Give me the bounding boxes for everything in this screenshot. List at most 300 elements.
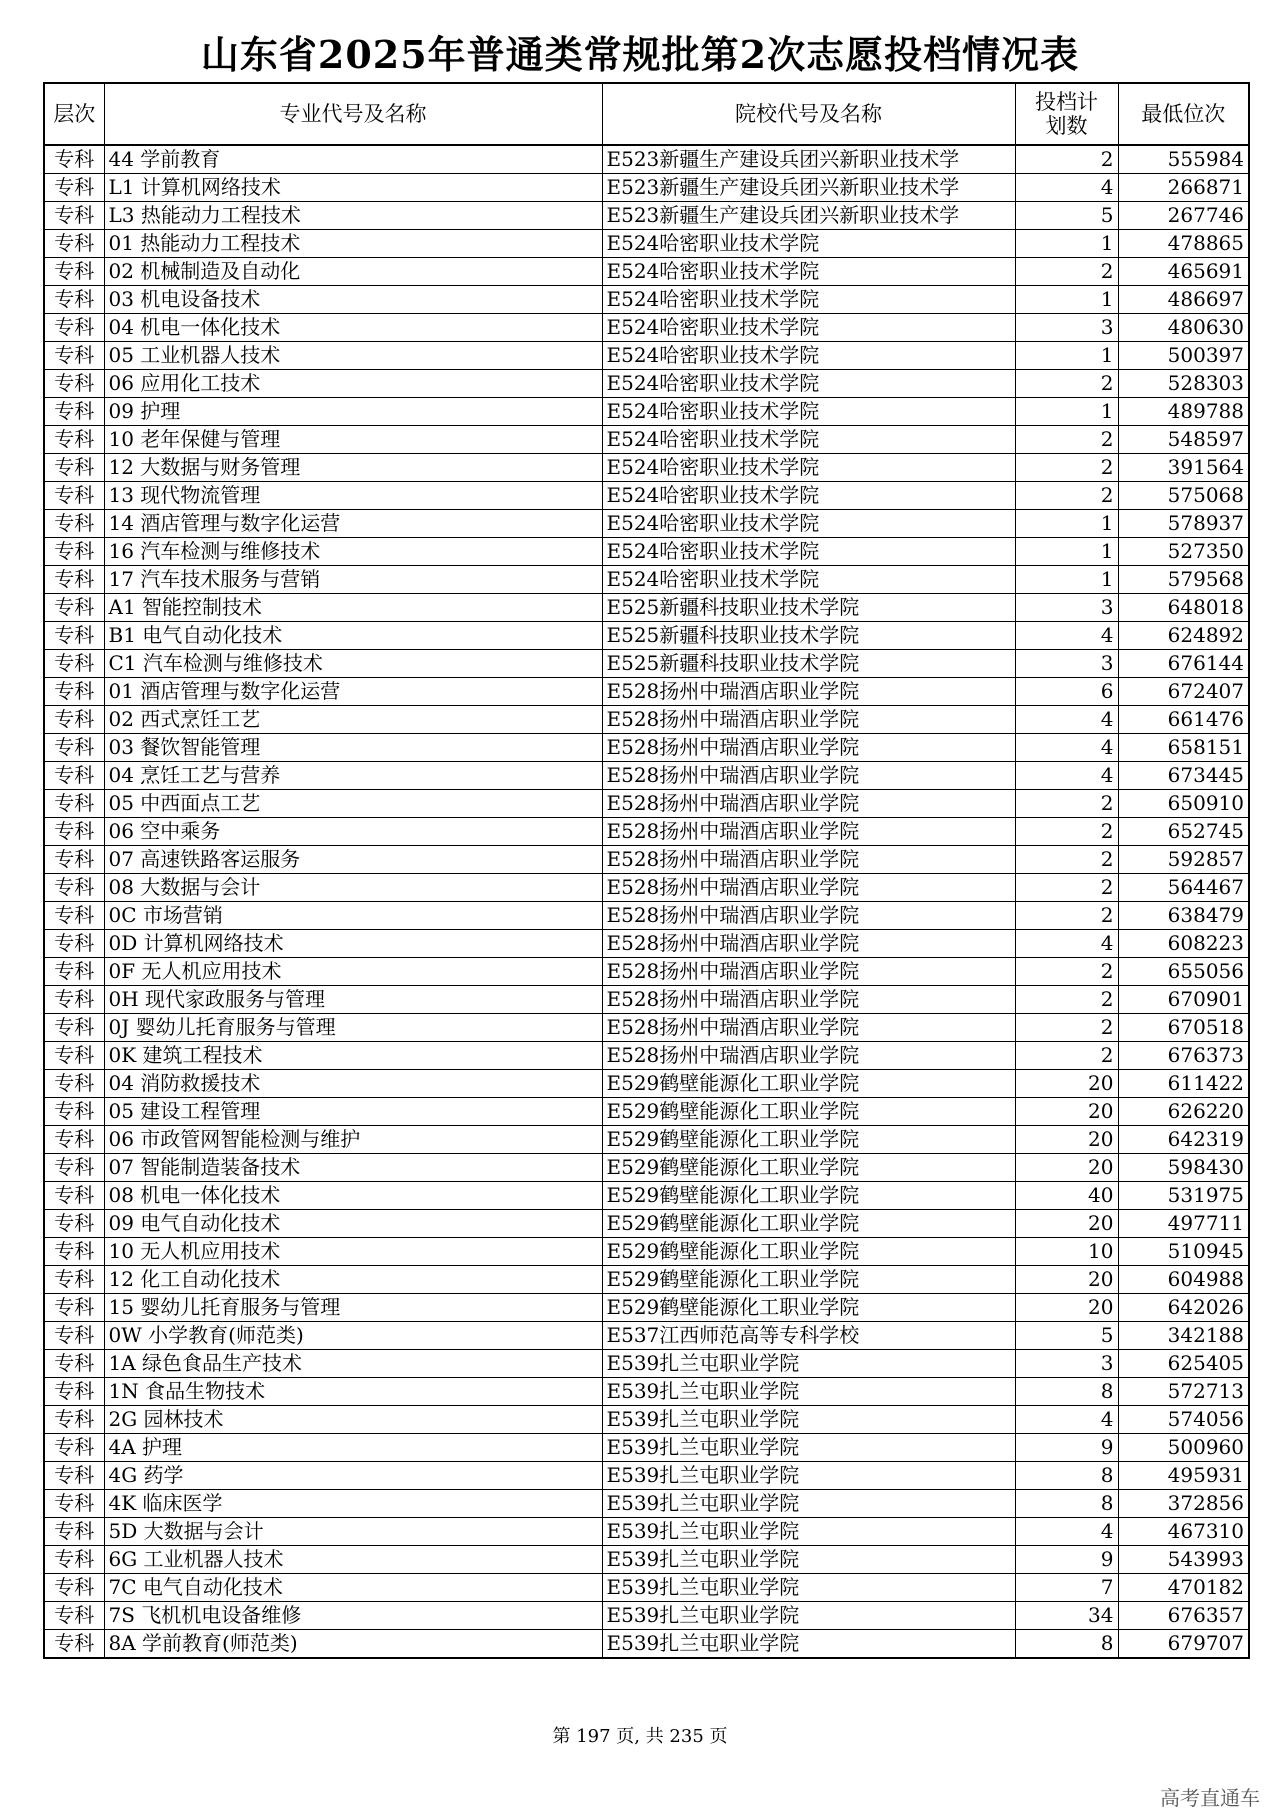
cell-major: 0K 建筑工程技术 — [104, 1042, 602, 1070]
cell-plan: 20 — [1015, 1126, 1118, 1154]
table-row — [44, 314, 1249, 342]
cell-plan: 4 — [1015, 930, 1118, 958]
cell-plan: 1 — [1015, 230, 1118, 258]
cell-plan: 2 — [1015, 902, 1118, 930]
cell-rank: 548597 — [1118, 426, 1249, 454]
cell-level: 专科 — [44, 1462, 104, 1490]
cell-plan: 20 — [1015, 1210, 1118, 1238]
cell-rank: 670901 — [1118, 986, 1249, 1014]
table-row — [44, 1322, 1249, 1350]
cell-school: E524哈密职业技术学院 — [602, 258, 1015, 286]
table-row — [44, 1014, 1249, 1042]
table-row — [44, 1042, 1249, 1070]
cell-major: 05 工业机器人技术 — [104, 342, 602, 370]
table-row — [44, 482, 1249, 510]
watermark: 高考直通车 — [1160, 1786, 1260, 1810]
cell-level: 专科 — [44, 398, 104, 426]
cell-major: 4G 药学 — [104, 1462, 602, 1490]
cell-school: E529鹤壁能源化工职业学院 — [602, 1210, 1015, 1238]
cell-major: 0F 无人机应用技术 — [104, 958, 602, 986]
table-row — [44, 510, 1249, 538]
header-level: 层次 — [44, 83, 104, 145]
page-title: 山东省2025年普通类常规批第2次志愿投档情况表 — [200, 32, 1080, 77]
table-row — [44, 846, 1249, 874]
cell-plan: 2 — [1015, 986, 1118, 1014]
cell-major: 10 无人机应用技术 — [104, 1238, 602, 1266]
cell-plan: 20 — [1015, 1154, 1118, 1182]
cell-plan: 4 — [1015, 706, 1118, 734]
cell-school: E528扬州中瑞酒店职业学院 — [602, 818, 1015, 846]
cell-level: 专科 — [44, 202, 104, 230]
cell-rank: 342188 — [1118, 1322, 1249, 1350]
cell-level: 专科 — [44, 314, 104, 342]
cell-rank: 528303 — [1118, 370, 1249, 398]
cell-school: E539扎兰屯职业学院 — [602, 1490, 1015, 1518]
cell-rank: 652745 — [1118, 818, 1249, 846]
cell-school: E523新疆生产建设兵团兴新职业技术学 — [602, 145, 1015, 174]
cell-school: E537江西师范高等专科学校 — [602, 1322, 1015, 1350]
cell-level: 专科 — [44, 370, 104, 398]
cell-rank: 673445 — [1118, 762, 1249, 790]
cell-level: 专科 — [44, 762, 104, 790]
cell-school: E524哈密职业技术学院 — [602, 230, 1015, 258]
cell-level: 专科 — [44, 902, 104, 930]
table-row — [44, 706, 1249, 734]
table-row — [44, 1490, 1249, 1518]
cell-level: 专科 — [44, 818, 104, 846]
cell-rank: 372856 — [1118, 1490, 1249, 1518]
cell-school: E539扎兰屯职业学院 — [602, 1602, 1015, 1630]
cell-major: 04 消防救援技术 — [104, 1070, 602, 1098]
cell-level: 专科 — [44, 145, 104, 174]
cell-rank: 676357 — [1118, 1602, 1249, 1630]
cell-school: E529鹤壁能源化工职业学院 — [602, 1182, 1015, 1210]
cell-plan: 2 — [1015, 454, 1118, 482]
cell-level: 专科 — [44, 1154, 104, 1182]
cell-school: E524哈密职业技术学院 — [602, 314, 1015, 342]
table-row — [44, 145, 1249, 174]
cell-plan: 2 — [1015, 1014, 1118, 1042]
table-row — [44, 538, 1249, 566]
table-row — [44, 1602, 1249, 1630]
cell-plan: 1 — [1015, 398, 1118, 426]
cell-level: 专科 — [44, 1602, 104, 1630]
table-row — [44, 818, 1249, 846]
cell-school: E524哈密职业技术学院 — [602, 370, 1015, 398]
cell-school: E523新疆生产建设兵团兴新职业技术学 — [602, 202, 1015, 230]
cell-level: 专科 — [44, 1350, 104, 1378]
cell-level: 专科 — [44, 846, 104, 874]
cell-rank: 510945 — [1118, 1238, 1249, 1266]
cell-level: 专科 — [44, 734, 104, 762]
table-row — [44, 370, 1249, 398]
table-row — [44, 1126, 1249, 1154]
cell-level: 专科 — [44, 1238, 104, 1266]
cell-major: B1 电气自动化技术 — [104, 622, 602, 650]
cell-major: 0J 婴幼儿托育服务与管理 — [104, 1014, 602, 1042]
table-row — [44, 622, 1249, 650]
cell-plan: 20 — [1015, 1070, 1118, 1098]
cell-plan: 9 — [1015, 1434, 1118, 1462]
cell-major: 08 大数据与会计 — [104, 874, 602, 902]
cell-plan: 4 — [1015, 734, 1118, 762]
cell-rank: 527350 — [1118, 538, 1249, 566]
cell-level: 专科 — [44, 454, 104, 482]
table-row — [44, 1266, 1249, 1294]
cell-level: 专科 — [44, 790, 104, 818]
cell-rank: 564467 — [1118, 874, 1249, 902]
cell-major: 02 机械制造及自动化 — [104, 258, 602, 286]
cell-plan: 4 — [1015, 622, 1118, 650]
cell-major: 06 应用化工技术 — [104, 370, 602, 398]
table-row — [44, 678, 1249, 706]
cell-school: E529鹤壁能源化工职业学院 — [602, 1126, 1015, 1154]
cell-level: 专科 — [44, 1630, 104, 1659]
cell-rank: 543993 — [1118, 1546, 1249, 1574]
cell-school: E528扬州中瑞酒店职业学院 — [602, 1014, 1015, 1042]
cell-major: 12 大数据与财务管理 — [104, 454, 602, 482]
cell-school: E524哈密职业技术学院 — [602, 426, 1015, 454]
cell-rank: 497711 — [1118, 1210, 1249, 1238]
cell-major: 03 餐饮智能管理 — [104, 734, 602, 762]
cell-plan: 2 — [1015, 958, 1118, 986]
cell-plan: 6 — [1015, 678, 1118, 706]
cell-plan: 4 — [1015, 1518, 1118, 1546]
table-row — [44, 342, 1249, 370]
table-body — [44, 145, 1249, 1658]
cell-plan: 20 — [1015, 1266, 1118, 1294]
cell-major: 4K 临床医学 — [104, 1490, 602, 1518]
table-row — [44, 1546, 1249, 1574]
header-school: 院校代号及名称 — [602, 83, 1015, 145]
cell-school: E528扬州中瑞酒店职业学院 — [602, 846, 1015, 874]
cell-plan: 2 — [1015, 846, 1118, 874]
cell-major: 0C 市场营销 — [104, 902, 602, 930]
cell-plan: 8 — [1015, 1462, 1118, 1490]
cell-rank: 598430 — [1118, 1154, 1249, 1182]
cell-major: 08 机电一体化技术 — [104, 1182, 602, 1210]
cell-school: E539扎兰屯职业学院 — [602, 1350, 1015, 1378]
cell-school: E528扬州中瑞酒店职业学院 — [602, 986, 1015, 1014]
cell-school: E528扬州中瑞酒店职业学院 — [602, 930, 1015, 958]
table-row — [44, 454, 1249, 482]
cell-major: 0D 计算机网络技术 — [104, 930, 602, 958]
table-row — [44, 762, 1249, 790]
table-row — [44, 398, 1249, 426]
cell-major: A1 智能控制技术 — [104, 594, 602, 622]
cell-level: 专科 — [44, 286, 104, 314]
header-plan-line2: 划数 — [1045, 114, 1088, 138]
cell-level: 专科 — [44, 342, 104, 370]
cell-level: 专科 — [44, 1434, 104, 1462]
cell-plan: 1 — [1015, 510, 1118, 538]
cell-school: E524哈密职业技术学院 — [602, 538, 1015, 566]
cell-rank: 555984 — [1118, 145, 1249, 174]
cell-level: 专科 — [44, 1406, 104, 1434]
cell-plan: 10 — [1015, 1238, 1118, 1266]
cell-major: 04 机电一体化技术 — [104, 314, 602, 342]
table-row — [44, 1574, 1249, 1602]
table-row — [44, 594, 1249, 622]
cell-rank: 486697 — [1118, 286, 1249, 314]
cell-school: E524哈密职业技术学院 — [602, 286, 1015, 314]
cell-rank: 574056 — [1118, 1406, 1249, 1434]
cell-school: E539扎兰屯职业学院 — [602, 1434, 1015, 1462]
cell-level: 专科 — [44, 1014, 104, 1042]
cell-school: E525新疆科技职业技术学院 — [602, 622, 1015, 650]
table-row — [44, 1350, 1249, 1378]
cell-major: 03 机电设备技术 — [104, 286, 602, 314]
cell-rank: 500960 — [1118, 1434, 1249, 1462]
cell-school: E528扬州中瑞酒店职业学院 — [602, 958, 1015, 986]
cell-major: 17 汽车技术服务与营销 — [104, 566, 602, 594]
cell-rank: 575068 — [1118, 482, 1249, 510]
cell-level: 专科 — [44, 706, 104, 734]
cell-school: E524哈密职业技术学院 — [602, 510, 1015, 538]
cell-major: 8A 学前教育(师范类) — [104, 1630, 602, 1659]
cell-rank: 467310 — [1118, 1518, 1249, 1546]
cell-school: E529鹤壁能源化工职业学院 — [602, 1154, 1015, 1182]
cell-level: 专科 — [44, 986, 104, 1014]
cell-major: 02 西式烹饪工艺 — [104, 706, 602, 734]
cell-major: 7C 电气自动化技术 — [104, 1574, 602, 1602]
cell-major: 09 电气自动化技术 — [104, 1210, 602, 1238]
cell-plan: 1 — [1015, 342, 1118, 370]
table-header-row — [44, 83, 1249, 145]
admission-table — [43, 82, 1250, 1659]
header-major: 专业代号及名称 — [104, 83, 602, 145]
table-row — [44, 286, 1249, 314]
cell-major: 06 空中乘务 — [104, 818, 602, 846]
cell-level: 专科 — [44, 1042, 104, 1070]
cell-rank: 611422 — [1118, 1070, 1249, 1098]
cell-rank: 648018 — [1118, 594, 1249, 622]
cell-rank: 391564 — [1118, 454, 1249, 482]
cell-level: 专科 — [44, 1182, 104, 1210]
cell-level: 专科 — [44, 230, 104, 258]
cell-major: 07 智能制造装备技术 — [104, 1154, 602, 1182]
cell-plan: 20 — [1015, 1098, 1118, 1126]
table-row — [44, 874, 1249, 902]
cell-major: 07 高速铁路客运服务 — [104, 846, 602, 874]
cell-rank: 604988 — [1118, 1266, 1249, 1294]
header-rank: 最低位次 — [1118, 83, 1249, 145]
table-row — [44, 426, 1249, 454]
cell-rank: 465691 — [1118, 258, 1249, 286]
cell-rank: 626220 — [1118, 1098, 1249, 1126]
cell-rank: 624892 — [1118, 622, 1249, 650]
cell-rank: 266871 — [1118, 174, 1249, 202]
table-row — [44, 1518, 1249, 1546]
cell-plan: 2 — [1015, 1042, 1118, 1070]
cell-school: E539扎兰屯职业学院 — [602, 1378, 1015, 1406]
cell-rank: 638479 — [1118, 902, 1249, 930]
cell-level: 专科 — [44, 1098, 104, 1126]
cell-school: E525新疆科技职业技术学院 — [602, 650, 1015, 678]
cell-school: E539扎兰屯职业学院 — [602, 1574, 1015, 1602]
cell-level: 专科 — [44, 1378, 104, 1406]
cell-plan: 2 — [1015, 145, 1118, 174]
cell-school: E539扎兰屯职业学院 — [602, 1518, 1015, 1546]
table-row — [44, 174, 1249, 202]
cell-rank: 500397 — [1118, 342, 1249, 370]
cell-level: 专科 — [44, 538, 104, 566]
header-plan-line1: 投档计 — [1035, 90, 1098, 114]
cell-major: 0H 现代家政服务与管理 — [104, 986, 602, 1014]
cell-level: 专科 — [44, 622, 104, 650]
cell-level: 专科 — [44, 1210, 104, 1238]
cell-plan: 3 — [1015, 650, 1118, 678]
cell-plan: 4 — [1015, 1406, 1118, 1434]
cell-rank: 679707 — [1118, 1630, 1249, 1659]
cell-level: 专科 — [44, 510, 104, 538]
cell-rank: 478865 — [1118, 230, 1249, 258]
cell-rank: 655056 — [1118, 958, 1249, 986]
cell-level: 专科 — [44, 874, 104, 902]
cell-plan: 8 — [1015, 1378, 1118, 1406]
cell-level: 专科 — [44, 1266, 104, 1294]
cell-rank: 495931 — [1118, 1462, 1249, 1490]
cell-level: 专科 — [44, 930, 104, 958]
table-row — [44, 1406, 1249, 1434]
cell-rank: 672407 — [1118, 678, 1249, 706]
cell-rank: 578937 — [1118, 510, 1249, 538]
cell-level: 专科 — [44, 958, 104, 986]
cell-plan: 1 — [1015, 538, 1118, 566]
cell-rank: 480630 — [1118, 314, 1249, 342]
cell-school: E524哈密职业技术学院 — [602, 482, 1015, 510]
cell-plan: 4 — [1015, 174, 1118, 202]
table-row — [44, 1434, 1249, 1462]
cell-rank: 625405 — [1118, 1350, 1249, 1378]
cell-plan: 3 — [1015, 314, 1118, 342]
cell-school: E539扎兰屯职业学院 — [602, 1406, 1015, 1434]
cell-level: 专科 — [44, 678, 104, 706]
cell-school: E539扎兰屯职业学院 — [602, 1462, 1015, 1490]
cell-major: 04 烹饪工艺与营养 — [104, 762, 602, 790]
cell-plan: 8 — [1015, 1490, 1118, 1518]
cell-major: 16 汽车检测与维修技术 — [104, 538, 602, 566]
cell-plan: 3 — [1015, 594, 1118, 622]
cell-plan: 34 — [1015, 1602, 1118, 1630]
cell-plan: 5 — [1015, 202, 1118, 230]
cell-major: 44 学前教育 — [104, 145, 602, 174]
cell-plan: 4 — [1015, 762, 1118, 790]
cell-school: E539扎兰屯职业学院 — [602, 1546, 1015, 1574]
table-row — [44, 986, 1249, 1014]
cell-major: 01 酒店管理与数字化运营 — [104, 678, 602, 706]
cell-level: 专科 — [44, 566, 104, 594]
cell-level: 专科 — [44, 258, 104, 286]
cell-school: E529鹤壁能源化工职业学院 — [602, 1098, 1015, 1126]
cell-rank: 531975 — [1118, 1182, 1249, 1210]
cell-level: 专科 — [44, 1574, 104, 1602]
cell-plan: 2 — [1015, 258, 1118, 286]
table-row — [44, 230, 1249, 258]
cell-school: E528扬州中瑞酒店职业学院 — [602, 902, 1015, 930]
cell-rank: 642026 — [1118, 1294, 1249, 1322]
cell-level: 专科 — [44, 650, 104, 678]
header-plan — [1015, 83, 1118, 145]
table-row — [44, 1294, 1249, 1322]
cell-school: E528扬州中瑞酒店职业学院 — [602, 734, 1015, 762]
cell-major: L1 计算机网络技术 — [104, 174, 602, 202]
cell-school: E529鹤壁能源化工职业学院 — [602, 1238, 1015, 1266]
cell-rank: 572713 — [1118, 1378, 1249, 1406]
cell-rank: 661476 — [1118, 706, 1249, 734]
table-row — [44, 1070, 1249, 1098]
table-row — [44, 1210, 1249, 1238]
cell-major: 05 中西面点工艺 — [104, 790, 602, 818]
cell-school: E524哈密职业技术学院 — [602, 342, 1015, 370]
cell-plan: 2 — [1015, 874, 1118, 902]
cell-level: 专科 — [44, 1070, 104, 1098]
cell-plan: 2 — [1015, 790, 1118, 818]
cell-rank: 470182 — [1118, 1574, 1249, 1602]
table-row — [44, 258, 1249, 286]
cell-plan: 2 — [1015, 482, 1118, 510]
cell-school: E525新疆科技职业技术学院 — [602, 594, 1015, 622]
table-row — [44, 1378, 1249, 1406]
cell-major: L3 热能动力工程技术 — [104, 202, 602, 230]
table-row — [44, 1098, 1249, 1126]
cell-rank: 608223 — [1118, 930, 1249, 958]
cell-major: 7S 飞机机电设备维修 — [104, 1602, 602, 1630]
cell-major: 0W 小学教育(师范类) — [104, 1322, 602, 1350]
cell-major: 15 婴幼儿托育服务与管理 — [104, 1294, 602, 1322]
cell-rank: 642319 — [1118, 1126, 1249, 1154]
cell-school: E524哈密职业技术学院 — [602, 454, 1015, 482]
cell-major: C1 汽车检测与维修技术 — [104, 650, 602, 678]
cell-school: E529鹤壁能源化工职业学院 — [602, 1070, 1015, 1098]
cell-plan: 1 — [1015, 286, 1118, 314]
cell-plan: 40 — [1015, 1182, 1118, 1210]
cell-plan: 20 — [1015, 1294, 1118, 1322]
cell-school: E528扬州中瑞酒店职业学院 — [602, 1042, 1015, 1070]
cell-rank: 267746 — [1118, 202, 1249, 230]
cell-plan: 3 — [1015, 1350, 1118, 1378]
cell-major: 13 现代物流管理 — [104, 482, 602, 510]
table-row — [44, 1154, 1249, 1182]
cell-level: 专科 — [44, 482, 104, 510]
cell-major: 12 化工自动化技术 — [104, 1266, 602, 1294]
cell-major: 4A 护理 — [104, 1434, 602, 1462]
page-footer: 第 197 页, 共 235 页 — [552, 1726, 728, 1747]
table-row — [44, 650, 1249, 678]
table-row — [44, 1630, 1249, 1659]
cell-school: E528扬州中瑞酒店职业学院 — [602, 678, 1015, 706]
cell-level: 专科 — [44, 1126, 104, 1154]
cell-major: 06 市政管网智能检测与维护 — [104, 1126, 602, 1154]
cell-major: 1N 食品生物技术 — [104, 1378, 602, 1406]
cell-school: E528扬州中瑞酒店职业学院 — [602, 762, 1015, 790]
cell-school: E529鹤壁能源化工职业学院 — [602, 1294, 1015, 1322]
cell-level: 专科 — [44, 174, 104, 202]
cell-school: E528扬州中瑞酒店职业学院 — [602, 790, 1015, 818]
cell-plan: 5 — [1015, 1322, 1118, 1350]
cell-major: 6G 工业机器人技术 — [104, 1546, 602, 1574]
cell-school: E524哈密职业技术学院 — [602, 398, 1015, 426]
cell-level: 专科 — [44, 1518, 104, 1546]
cell-level: 专科 — [44, 1322, 104, 1350]
cell-major: 05 建设工程管理 — [104, 1098, 602, 1126]
table-row — [44, 566, 1249, 594]
cell-plan: 2 — [1015, 370, 1118, 398]
cell-rank: 676373 — [1118, 1042, 1249, 1070]
cell-plan: 9 — [1015, 1546, 1118, 1574]
cell-rank: 670518 — [1118, 1014, 1249, 1042]
cell-rank: 676144 — [1118, 650, 1249, 678]
